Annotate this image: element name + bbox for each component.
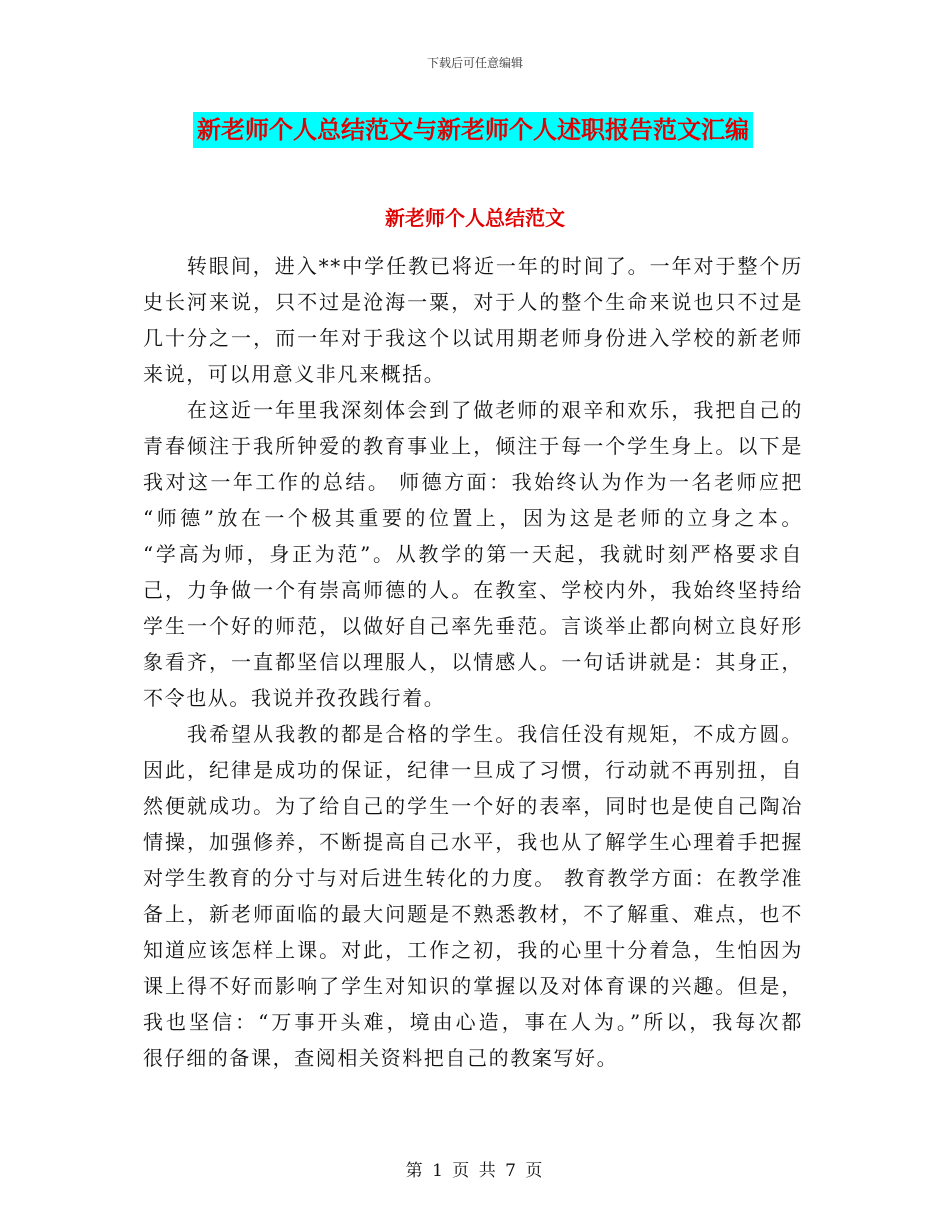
text-line: 几十分之一，而一年对于我这个以试用期老师身份进入学校的新老师 <box>143 326 803 350</box>
section-title: 新老师个人总结范文 <box>385 206 565 230</box>
text-line: 来说，可以用意义非凡来概括。 <box>143 362 446 386</box>
text-line: 史长河来说，只不过是沧海一粟，对于人的整个生命来说也只不过是 <box>143 290 803 314</box>
page-header-note: 下载后可任意编辑 <box>426 56 523 70</box>
text-line: 我也坚信：“万事开头难，境由心造，事在人为。”所以，我每次都 <box>143 1010 803 1034</box>
text-line: 不令也从。我说并孜孜践行着。 <box>143 686 446 710</box>
text-line: 我希望从我教的都是合格的学生。我信任没有规矩，不成方圆。 <box>143 722 803 746</box>
text-line: 对学生教育的分寸与对后进生转化的力度。 教育教学方面：在教学准 <box>143 866 803 890</box>
text-line: 然便就成功。为了给自己的学生一个好的表率，同时也是使自己陶冶 <box>143 794 803 818</box>
text-line: 情操，加强修养，不断提高自己水平，我也从了解学生心理着手把握 <box>143 830 803 854</box>
text-line: “师德”放在一个极其重要的位置上，因为这是老师的立身之本。 <box>143 506 803 530</box>
text-line: 课上得不好而影响了学生对知识的掌握以及对体育课的兴趣。但是， <box>143 974 803 998</box>
text-line: 青春倾注于我所钟爱的教育事业上，倾注于每一个学生身上。以下是 <box>143 434 803 458</box>
text-line: 很仔细的备课，查阅相关资料把自己的教案写好。 <box>143 1046 619 1070</box>
page-number: 第 1 页 共 7 页 <box>405 1161 545 1181</box>
document-title: 新老师个人总结范文与新老师个人述职报告范文汇编 <box>193 112 753 148</box>
text-line: 己，力争做一个有崇高师德的人。在教室、学校内外，我始终坚持给 <box>143 578 803 602</box>
text-line: 象看齐，一直都坚信以理服人，以情感人。一句话讲就是：其身正， <box>143 650 803 674</box>
text-line: 知道应该怎样上课。对此，工作之初，我的心里十分着急，生怕因为 <box>143 938 803 962</box>
text-line: 备上，新老师面临的最大问题是不熟悉教材，不了解重、难点，也不 <box>143 902 803 926</box>
text-line: 因此，纪律是成功的保证，纪律一旦成了习惯，行动就不再别扭，自 <box>143 758 803 782</box>
text-line: “学高为师，身正为范”。从教学的第一天起，我就时刻严格要求自 <box>143 542 803 566</box>
text-line: 转眼间，进入**中学任教已将近一年的时间了。一年对于整个历 <box>143 254 803 278</box>
text-line: 我对这一年工作的总结。 师德方面：我始终认为作为一名老师应把 <box>143 470 803 494</box>
text-line: 学生一个好的师范，以做好自己率先垂范。言谈举止都向树立良好形 <box>143 614 803 638</box>
text-line: 在这近一年里我深刻体会到了做老师的艰辛和欢乐，我把自己的 <box>143 398 803 422</box>
body-text <box>143 248 803 1076</box>
